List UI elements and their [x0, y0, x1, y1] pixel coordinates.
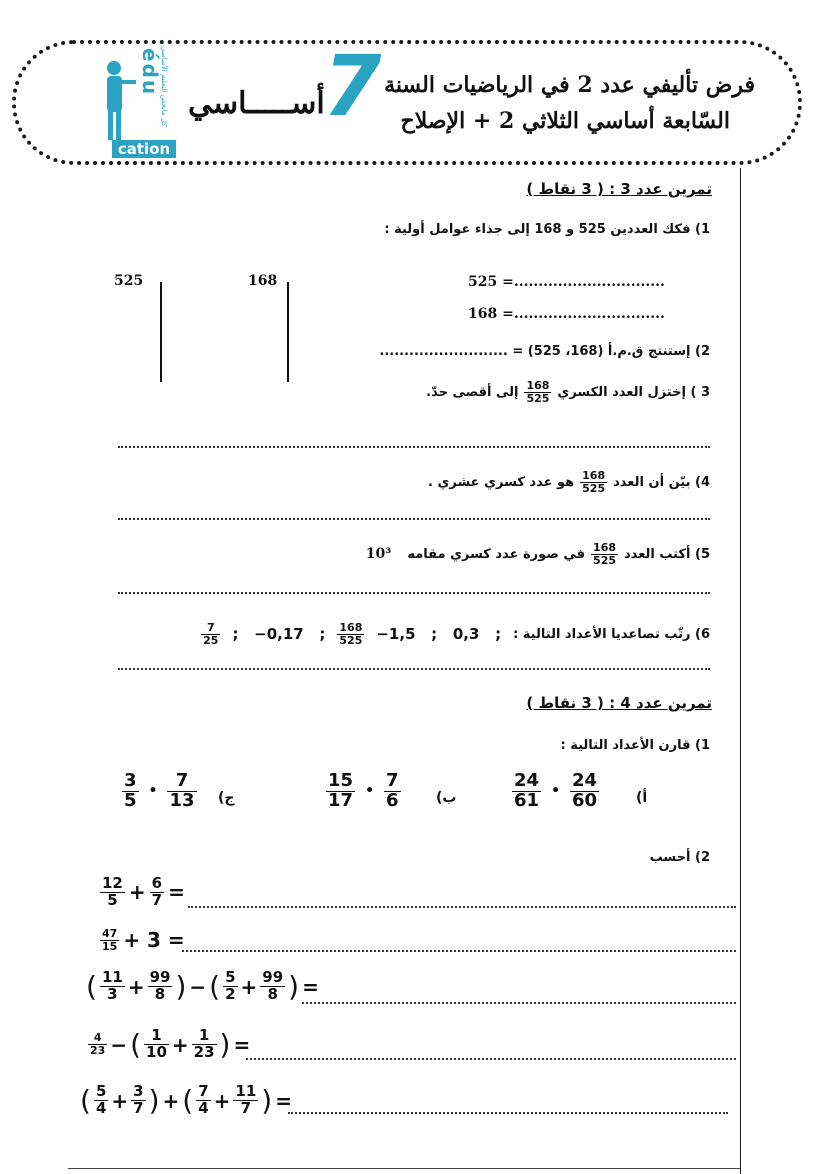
q4-answer-line: [118, 518, 710, 520]
compare-a-right: $\frac{24}{60}$: [572, 770, 598, 811]
q5-power: 10³: [365, 546, 392, 563]
q4-text-post: هو عدد كسري عشري .: [427, 474, 575, 490]
e3-frac-2: $\frac{99}{8}$: [149, 968, 171, 1003]
label-525: 525: [114, 273, 144, 289]
logo-caption: كل مايخص التعليم الأساسي: [160, 46, 168, 127]
compare-b-right: $\frac{7}{6}$: [386, 770, 399, 811]
e5-frac-3: $\frac{7}{4}$: [198, 1082, 209, 1117]
compare-a-dot: •: [551, 783, 561, 800]
grade-word: أســـــاسي: [188, 86, 325, 121]
e3-frac-1: $\frac{11}{3}$: [101, 968, 123, 1003]
compare-b-left: $\frac{15}{17}$: [328, 770, 354, 811]
e5-answer-line: [288, 1112, 728, 1114]
ex4-q2: 2) أحسب: [649, 850, 710, 865]
e5-plus-3: +: [213, 1088, 231, 1113]
ex4-title: تمرين عدد 4 : ( 3 نقاط ): [526, 694, 712, 712]
e5-plus-1: +: [111, 1088, 129, 1113]
e5-rp-2: ): [261, 1084, 273, 1117]
expression-1: [100, 876, 185, 909]
e4-minus: −: [110, 1032, 128, 1057]
e4-rp: ): [219, 1028, 231, 1061]
logo-word: cation: [112, 140, 176, 158]
e3-plus-1: +: [127, 974, 145, 999]
q3-text-pre: 3 ) إختزل العدد الكسري: [557, 384, 710, 400]
e5-frac-2: $\frac{3}{7}$: [133, 1082, 144, 1117]
ex3-q2: 2) إستنتج ق.م.أ (168، 525) = ..........................: [379, 344, 710, 359]
expression-4: [88, 1028, 250, 1061]
e5-frac-1: $\frac{5}{4}$: [95, 1082, 107, 1117]
e3-frac-3: $\frac{5}{2}$: [225, 968, 236, 1003]
logo-letters: édu: [138, 48, 162, 97]
q6-text: 6) رتّب تصاعديا الأعداد التالية :: [513, 626, 710, 642]
header-title-line1: فرض تأليفي عدد 2 في الرياضيات السنة: [384, 72, 755, 98]
q3-fraction: $\frac{168}{525}$: [526, 379, 550, 405]
compare-a-left: $\frac{24}{61}$: [514, 770, 540, 811]
e5-frac-4: $\frac{11}{7}$: [235, 1082, 257, 1117]
e3-lp-1: (: [86, 970, 97, 1003]
division-line-525: [160, 282, 162, 382]
decomp-525: 525 =...............................: [468, 274, 665, 290]
e3-frac-4: $\frac{99}{8}$: [262, 968, 284, 1003]
e1-plus: +: [128, 880, 146, 905]
ex3-q1: 1) فكك العددين 525 و 168 إلى جذاء عوامل أولية :: [384, 222, 710, 237]
e1-frac-2: $\frac{6}{7}$: [151, 874, 163, 909]
e5-eq: =: [275, 1088, 292, 1113]
q6-values-a: −1,5 ; 0,3 ;: [376, 625, 502, 644]
e2-frac-1: $\frac{47}{15}$: [102, 927, 118, 953]
e1-answer-line: [188, 906, 736, 908]
compare-b: [326, 772, 401, 811]
decomp-168: 168 =...............................: [468, 306, 665, 322]
e1-eq: =: [168, 880, 185, 905]
e5-rp-1: ): [148, 1084, 160, 1117]
logo: [98, 46, 178, 158]
compare-b-dot: •: [365, 783, 375, 800]
q5-fraction: $\frac{168}{525}$: [593, 541, 617, 567]
q6-answer-line: [118, 668, 710, 670]
label-a: أ): [636, 790, 648, 806]
e3-lp-2: (: [209, 970, 221, 1003]
ex3-q6: [201, 622, 710, 646]
e4-answer-line: [246, 1058, 736, 1060]
ex3-q3: [426, 380, 710, 404]
q6-values-b: ; −0,17 ;: [232, 625, 326, 644]
expression-5: [80, 1084, 292, 1117]
e4-plus: +: [171, 1032, 189, 1057]
e2-rest: + 3 =: [123, 928, 185, 953]
e4-eq: =: [233, 1032, 251, 1057]
e4-frac-2: $\frac{1}{10}$: [146, 1026, 167, 1061]
expression-3: [86, 970, 319, 1003]
q5-text-post: في صورة عدد كسري مقامه: [407, 546, 586, 562]
q5-answer-line: [118, 592, 710, 594]
e4-frac-3: $\frac{1}{23}$: [193, 1026, 215, 1061]
e4-lp: (: [130, 1028, 142, 1061]
e5-lp-1: (: [80, 1084, 91, 1117]
e3-eq: =: [302, 974, 319, 999]
page-right-border: [740, 168, 741, 1174]
e3-rp-2: ): [288, 970, 300, 1003]
e3-rp-1: ): [175, 970, 187, 1003]
q4-fraction: $\frac{168}{525}$: [582, 469, 606, 495]
header-title-line2: السّابعة أساسي الثلاثي 2 + الإصلاح: [400, 108, 730, 134]
q3-text-post: إلى أقصى حدّ.: [426, 384, 519, 400]
ex4-q1: 1) قارن الأعداد التالية :: [560, 738, 710, 753]
e3-minus: −: [189, 974, 207, 999]
e3-answer-line: [302, 1002, 736, 1004]
label-168: 168: [248, 273, 278, 289]
compare-c: [122, 772, 197, 811]
division-line-168: [287, 282, 289, 382]
e1-frac-1: $\frac{12}{5}$: [102, 874, 123, 909]
grade-number: 7: [323, 37, 382, 135]
ex3-q5: [366, 542, 710, 566]
q6-fraction-7-25: $\frac{7}{25}$: [203, 621, 219, 647]
e4-frac-1: $\frac{4}{23}$: [90, 1031, 106, 1057]
compare-a: [512, 772, 599, 811]
expression-2: [100, 928, 185, 952]
page-bottom-border: [68, 1168, 740, 1169]
compare-c-right: $\frac{7}{13}$: [169, 770, 195, 811]
q4-text-pre: 4) بيّن أن العدد: [613, 474, 710, 490]
e2-answer-line: [182, 950, 736, 952]
q5-text-pre: 5) أكتب العدد: [624, 546, 710, 562]
ex3-q4: [428, 470, 710, 494]
q6-fraction-168-525: $\frac{168}{525}$: [339, 621, 363, 647]
label-b: ب): [436, 790, 457, 806]
e3-plus-2: +: [240, 974, 258, 999]
e5-plus-2: +: [162, 1088, 180, 1113]
label-c: ج): [218, 790, 235, 806]
compare-c-dot: •: [148, 783, 158, 800]
ex3-title: تمرين عدد 3 : ( 3 نقاط ): [526, 180, 712, 198]
e5-lp-2: (: [182, 1084, 194, 1117]
compare-c-left: $\frac{3}{5}$: [124, 770, 137, 811]
q3-answer-line: [118, 446, 710, 448]
